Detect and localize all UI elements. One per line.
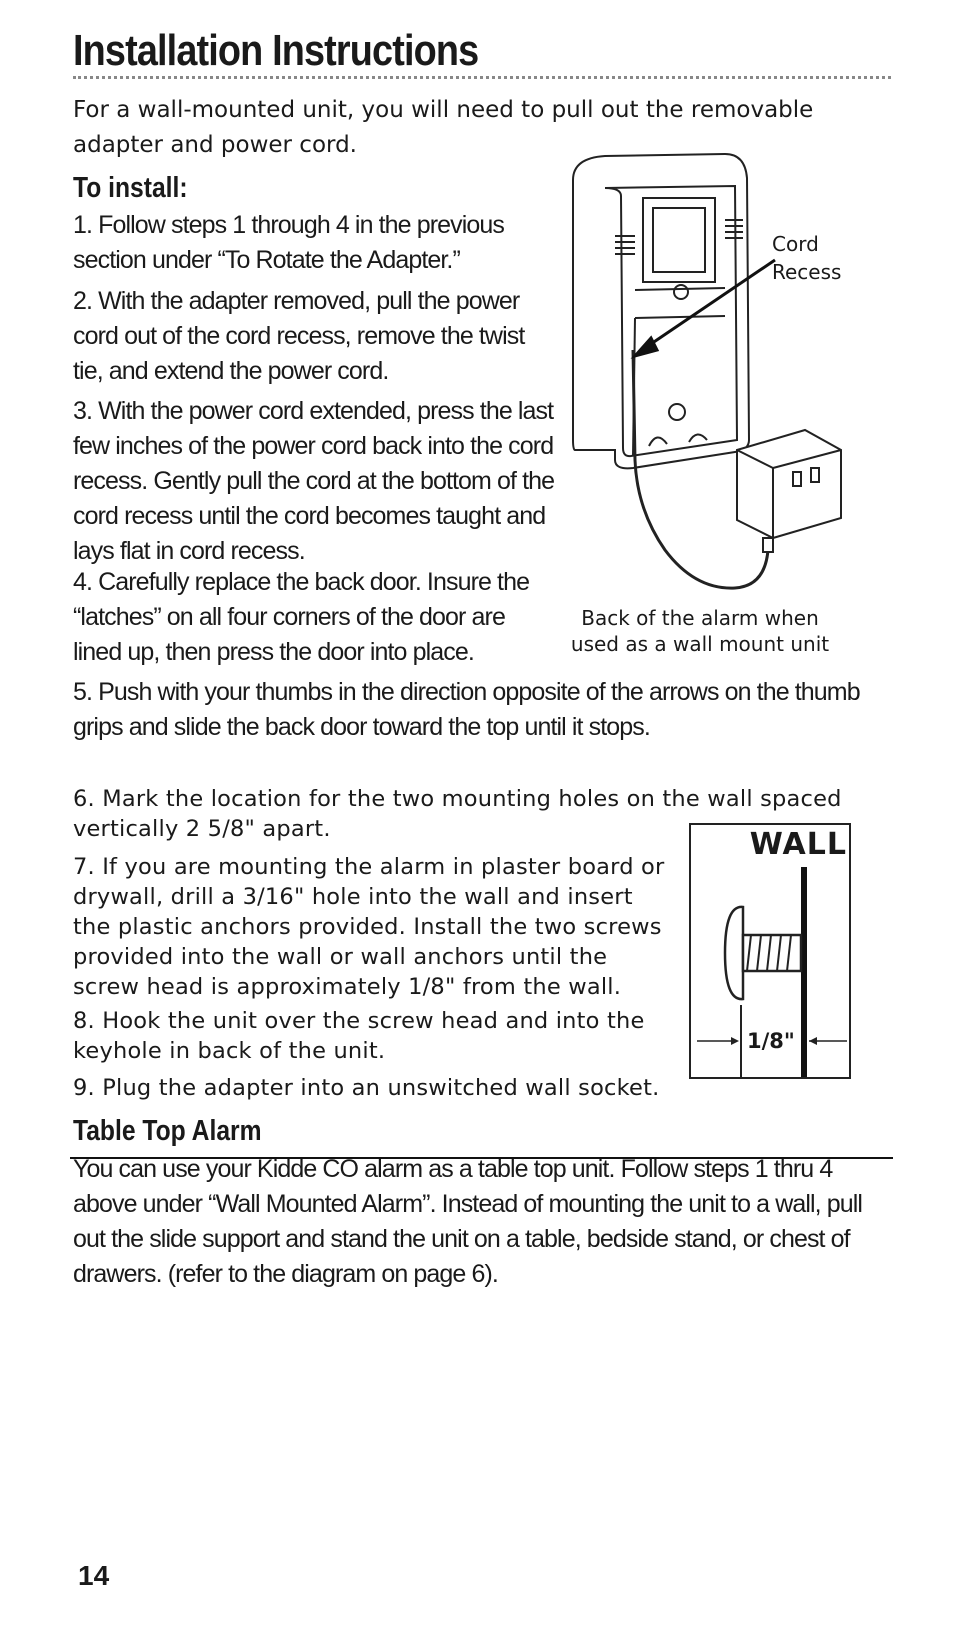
step-4: 4. Carefully replace the back door. Insure the “latches” on all four corners of the door are lined up, then press the door into place. — [73, 568, 530, 666]
keyhole-top — [674, 285, 688, 299]
cord-label-line2: Recess — [772, 260, 842, 284]
alarm-back-door — [605, 186, 737, 456]
intro-paragraph: For a wall-mounted unit, you will need to pull out the removable adapter and power cord. — [73, 97, 814, 158]
step-5: 5. Push with your thumbs in the direction opposite of the arrows on the thumb grips and slide the back door toward the top until it stops. — [73, 678, 860, 741]
step-2: 2. With the adapter removed, pull the power cord out of the cord recess, remove the twist tie, and extend the power cord. — [73, 287, 525, 385]
page-title: Installation Instructions — [73, 26, 479, 75]
install-heading: To install: — [73, 172, 188, 204]
cord-recess-label — [772, 230, 841, 286]
step-7: 7. If you are mounting the alarm in plaster board or drywall, drill a 3/16" hole into the wall and insert the plastic anchors provided. Install the two screws provided into the wall or wall anchors until the screw head is approximately 1/8" from the wall. — [73, 854, 665, 1000]
cord-label-line1: Cord — [772, 232, 819, 256]
step-3: 3. With the power cord extended, press the last few inches of the power cord back into the cord recess. Gently pull the cord at the bottom of the cord recess until the cord becomes taught and lays flat in cord recess. — [73, 397, 555, 565]
page-number: 14 — [78, 1560, 110, 1591]
title-dotted-rule — [73, 76, 891, 79]
tabletop-heading: Table Top Alarm — [73, 1115, 262, 1147]
gap-label: 1/8" — [747, 1029, 795, 1053]
cord-recess-arrow — [635, 260, 775, 356]
wall-figure-frame — [689, 823, 851, 1079]
step-8: 8. Hook the unit over the screw head and into the keyhole in back of the unit. — [73, 1008, 645, 1064]
alarm-back-figure — [565, 150, 855, 610]
step-1: 1. Follow steps 1 through 4 in the previous section under “To Rotate the Adapter.” — [73, 211, 505, 274]
caption-line2: used as a wall mount unit — [570, 632, 830, 656]
wall-label: WALL — [749, 827, 847, 862]
adapter-block — [737, 430, 841, 552]
step-6: 6. Mark the location for the two mounting holes on the wall spaced vertically 2 5/8" apart. — [73, 786, 842, 842]
caption-line1: Back of the alarm when — [581, 606, 819, 630]
alarm-body-outline — [573, 154, 749, 468]
tabletop-paragraph: You can use your Kidde CO alarm as a table top unit. Follow steps 1 thru 4 above under “Wall Mounted Alarm”. Instead of mounting the unit to a wall, pull out the slide support and stand the unit on a table, bedside stand, or chest of drawers. (refer to the diagram on page 6). — [73, 1155, 863, 1288]
screw-head — [725, 907, 743, 999]
keyhole-bottom — [669, 404, 685, 420]
step-9: 9. Plug the adapter into an unswitched wall socket. — [73, 1075, 660, 1101]
figure1-caption — [560, 605, 840, 657]
